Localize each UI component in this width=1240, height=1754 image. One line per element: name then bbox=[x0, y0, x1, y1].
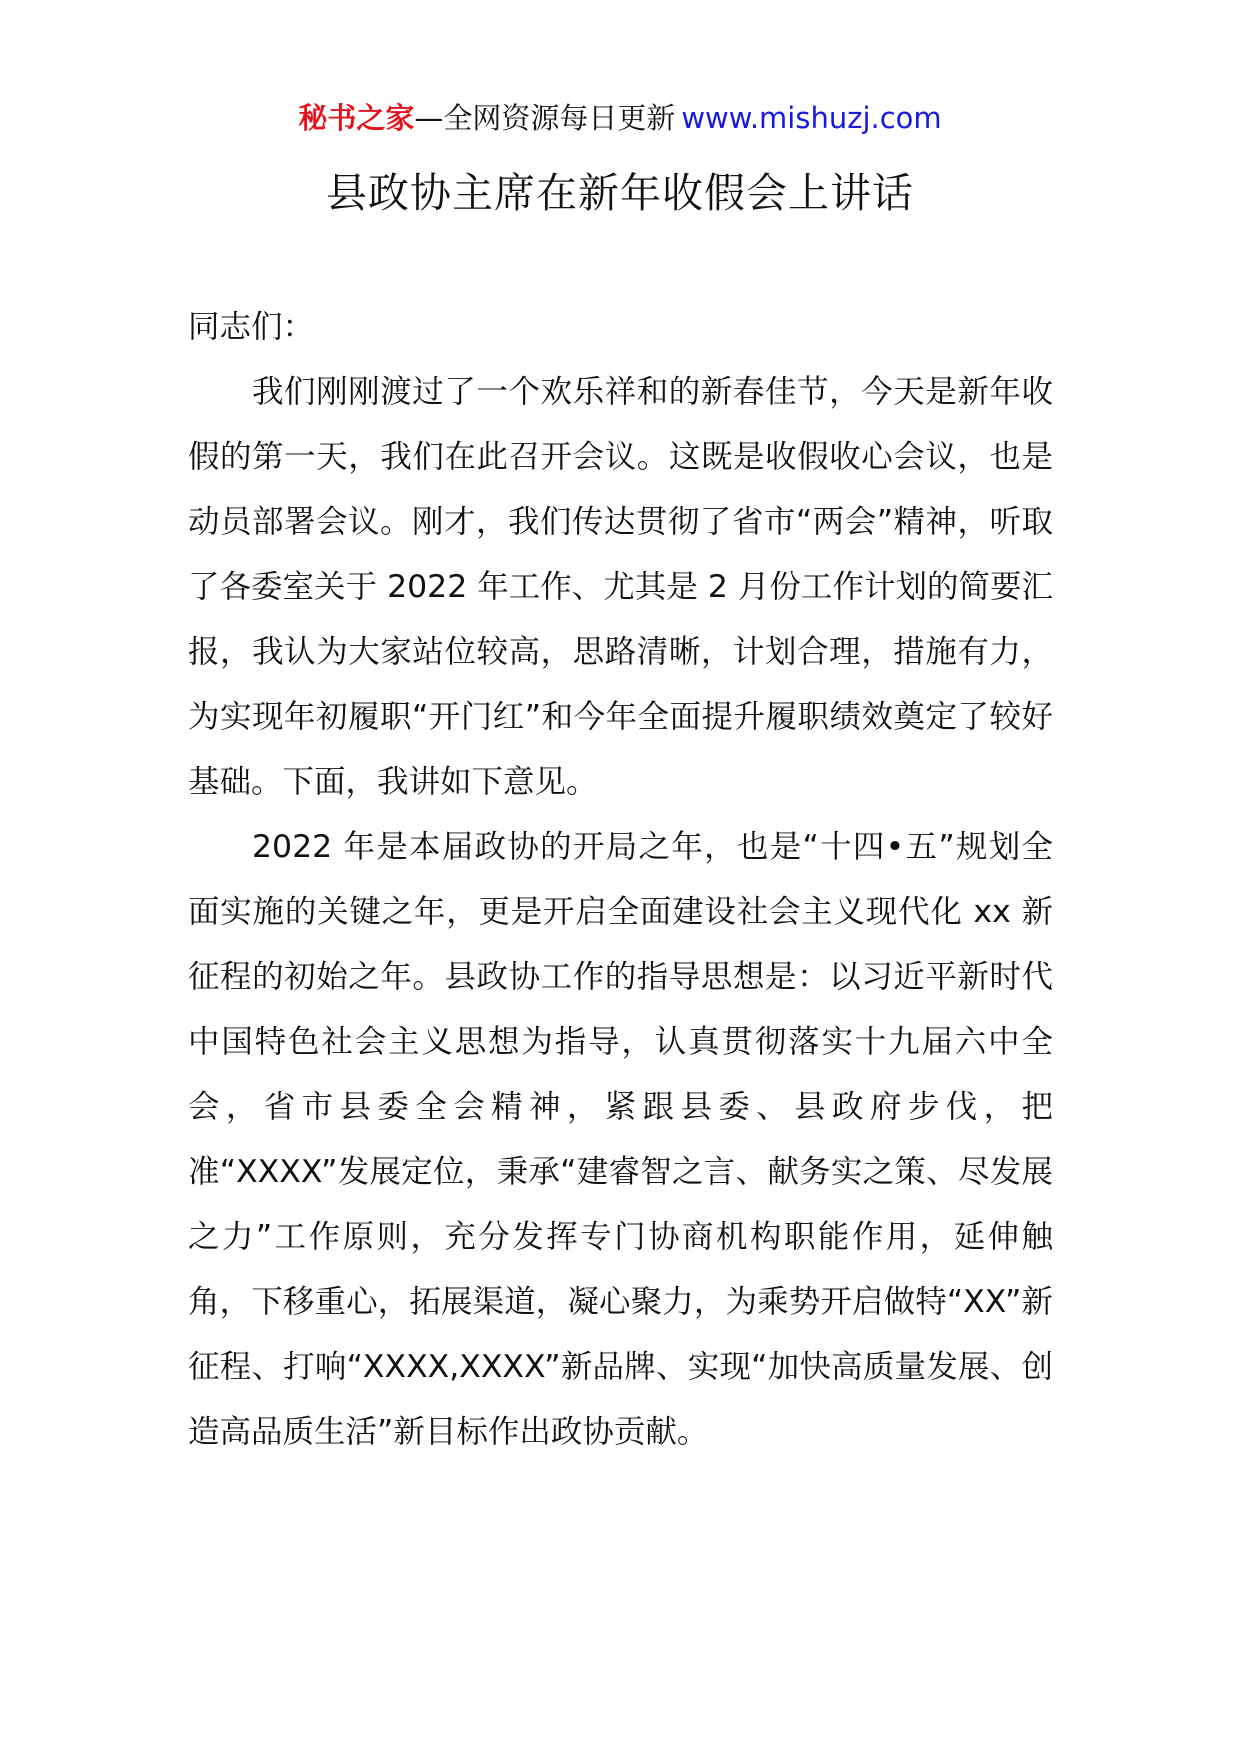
paragraph-1: 我们刚刚渡过了一个欢乐祥和的新春佳节，今天是新年收假的第一天，我们在此召开会议。这既是收假收心会议，也是动员部署会议。刚才，我们传达贯彻了省市“两会”精神，听取了各委室关于 2022 年工作、尤其是 2 月份工作计划的简要汇报，我认为大家站位较高，思路清晰，计划合理，措施有力，为实现年初履职“开门红”和今年全面提升履职绩效奠定了较好基础。下面，我讲如下意见。 bbox=[188, 374, 1053, 800]
paragraph-2: 2022 年是本届政协的开局之年，也是“十四•五”规划全面实施的关键之年，更是开启全面建设社会主义现代化 xx 新征程的初始之年。县政协工作的指导思想是：以习近平新时代中国特色社会主义思想为指导，认真贯彻落实十九届六中全会，省市县委全会精神，紧跟县委、县政府步伐，把准“XXXX”发展定位，秉承“建睿智之言、献务实之策、尽发展之力”工作原则，充分发挥专门协商机构职能作用，延伸触角，下移重心，拓展渠道，凝心聚力，为乘势开启做特“XX”新征程、打响“XXXX,XXXX”新品牌、实现“加快高质量发展、创造高品质生活”新目标作出政协贡献。 bbox=[188, 829, 1053, 1450]
site-brand: 秘书之家 bbox=[298, 101, 415, 135]
salutation: 同志们： bbox=[188, 309, 315, 345]
site-url-link[interactable]: www.mishuzj.com bbox=[681, 101, 942, 135]
document-body bbox=[188, 295, 1053, 1465]
document-title: 县政协主席在新年收假会上讲话 bbox=[326, 169, 914, 217]
site-tagline: —全网资源每日更新 bbox=[414, 101, 676, 135]
site-header bbox=[0, 98, 1240, 138]
